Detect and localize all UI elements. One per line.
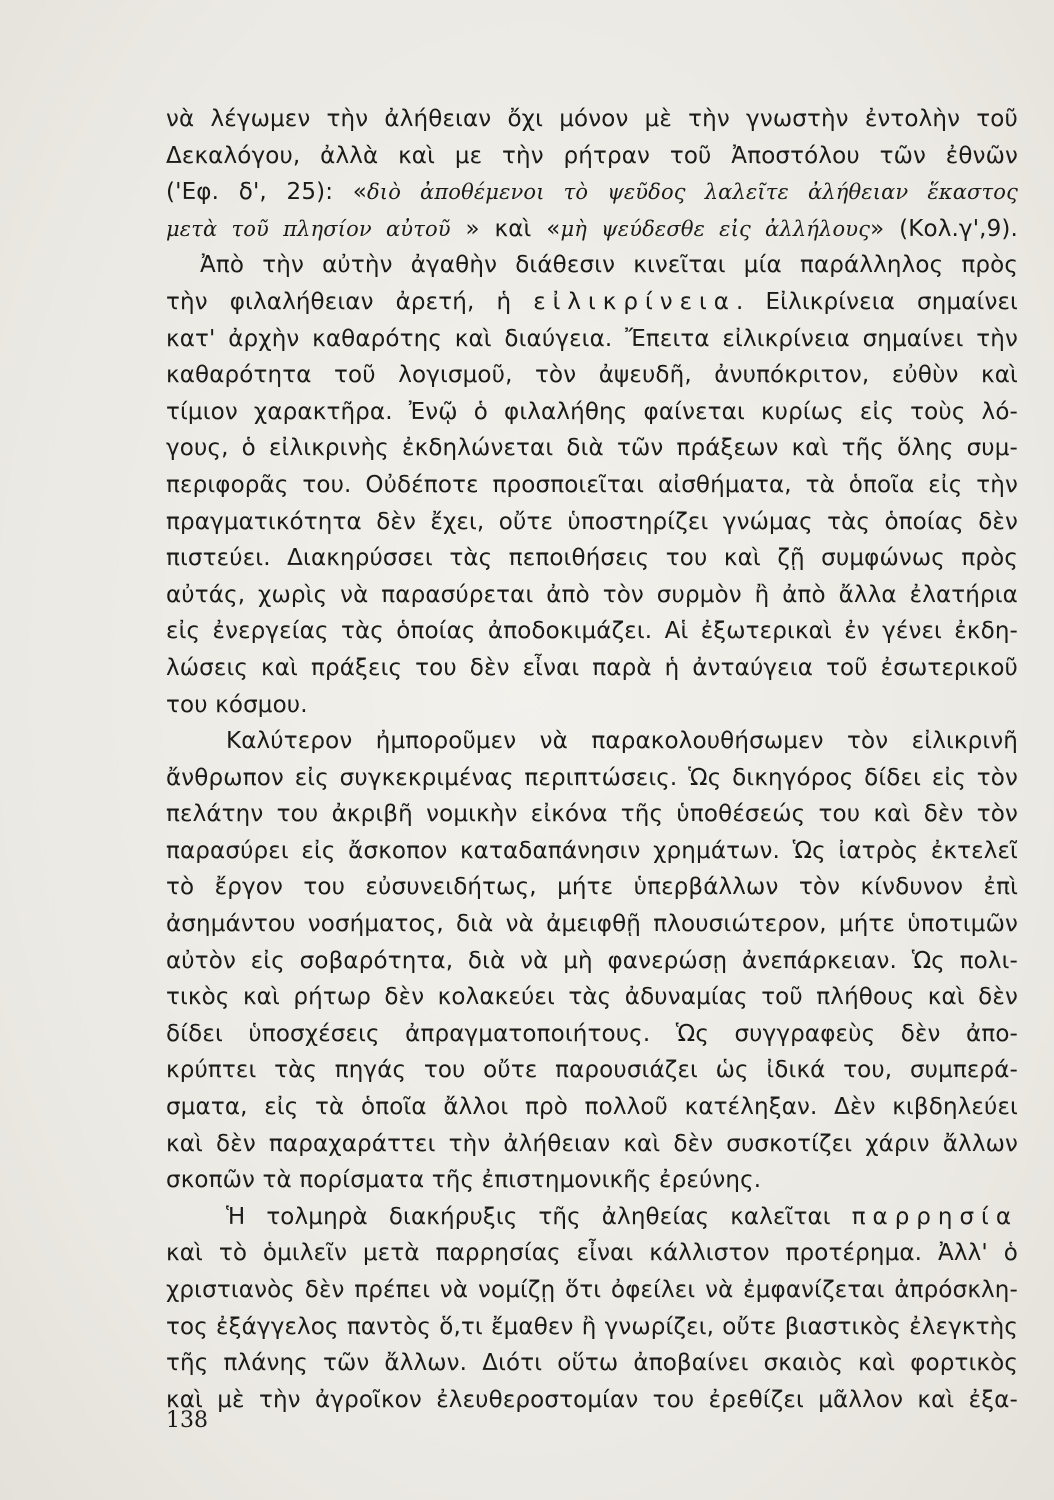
- citation-suffix: » (Κολ.γ',9).: [870, 215, 1018, 242]
- text-line: χριστιανὸς δὲν πρέπει νὰ νομίζῃ ὅτι ὀφείλει νὰ ἐμφανίζεται ἀπρόσκλη-: [166, 1277, 1018, 1303]
- quote-joiner: » καὶ «: [465, 215, 561, 242]
- quote-italic: μετὰ τοῦ πλησίον αὐτοῦ: [166, 216, 451, 241]
- text-line: εἰς ἐνεργείας τὰς ὁποίας ἀποδοκιμάζει. Αἱ ἐξωτερικαὶ ἐν γένει ἐκδη-: [166, 618, 1018, 645]
- line-tail: . Εἰλικρίνεια σημαίνει: [735, 288, 1018, 315]
- text-line: αὐτὸν εἰς σοβαρότητα, διὰ νὰ μὴ φανερώσῃ ἀνεπάρκειαν. Ὡς πολι-: [166, 947, 1018, 974]
- text-line: καὶ μὲ τὴν ἀγροῖκον ἐλευθεροστομίαν του ἐρεθίζει μᾶλλον καὶ ἐξα-: [166, 1386, 1018, 1413]
- text-line: ἄνθρωπον εἰς συγκεκριμένας περιπτώσεις. Ὡς δικηγόρος δίδει εἰς τὸν: [166, 764, 1018, 791]
- text-line: καθαρότητα τοῦ λογισμοῦ, τὸν ἀψευδῆ, ἀνυπόκριτον, εὐθὺν καὶ: [166, 362, 1018, 389]
- text-line: καὶ τὸ ὁμιλεῖν μετὰ παρρησίας εἶναι κάλλιστον προτέρημα. Ἀλλ' ὁ: [166, 1240, 1018, 1267]
- line-lead: τὴν φιλαλήθειαν ἀρετή, ἡ: [166, 288, 512, 315]
- line-lead: Ἡ τολμηρὰ διακήρυξις τῆς ἀληθείας καλεῖται: [226, 1203, 831, 1230]
- page-number: 138: [166, 1408, 208, 1433]
- text-line: δίδει ὑποσχέσεις ἀπραγματοποιήτους. Ὡς συγγραφεὺς δὲν ἀπο-: [166, 1020, 1018, 1047]
- text-line: περιφορᾶς του. Οὐδέποτε προσποιεῖται αἰσθήματα, τὰ ὁποῖα εἰς τὴν: [166, 471, 1018, 498]
- text-line: σκοπῶν τὰ πορίσματα τῆς ἐπιστημονικῆς ἐρεύνης.: [166, 1167, 762, 1194]
- text-line: [166, 211, 1018, 248]
- text-line: πιστεύει. Διακηρύσσει τὰς πεποιθήσεις του καὶ ζῇ συμφώνως πρὸς: [166, 545, 1018, 572]
- text-line: πελάτην του ἀκριβῆ νομικὴν εἰκόνα τῆς ὑποθέσεώς του καὶ δὲν τὸν: [166, 801, 1018, 828]
- text-line: κατ' ἀρχὴν καθαρότης καὶ διαύγεια. Ἔπειτα εἰλικρίνεια σημαίνει τὴν: [166, 325, 1018, 352]
- text-line: καὶ δὲν παραχαράττει τὴν ἀλήθειαν καὶ δὲν συσκοτίζει χάριν ἄλλων: [166, 1130, 1018, 1157]
- text-line: Ἀπὸ τὴν αὐτὴν ἀγαθὴν διάθεσιν κινεῖται μία παράλληλος πρὸς: [200, 252, 1018, 279]
- text-line: κρύπτει τὰς πηγάς του οὔτε παρουσιάζει ὡς ἰδικά του, συμπερά-: [166, 1057, 1018, 1084]
- quote-italic: μὴ ψεύδεσθε εἰς ἀλλήλους: [560, 216, 871, 241]
- text-line: τῆς πλάνης τῶν ἄλλων. Διότι οὕτω ἀποβαίνει σκαιὸς καὶ φορτικὸς: [166, 1350, 1018, 1377]
- quote-italic: διὸ ἀποθέμενοι τὸ ψεῦδος λαλεῖτε ἀλήθειαν ἕκαστος: [367, 180, 1018, 205]
- text-line: γους, ὁ εἰλικρινὴς ἐκδηλώνεται διὰ τῶν πράξεων καὶ τῆς ὅλης συμ-: [166, 435, 1018, 462]
- text-line: παρασύρει εἰς ἄσκοπον καταδαπάνησιν χρημάτων. Ὡς ἰατρὸς ἐκτελεῖ: [166, 837, 1018, 864]
- text-line: Δεκαλόγου, ἀλλὰ καὶ με τὴν ρήτραν τοῦ Ἀποστόλου τῶν ἐθνῶν: [166, 142, 1018, 169]
- text-line: [166, 284, 1018, 321]
- citation-prefix: ('Εφ. δ', 25): «: [166, 179, 368, 206]
- body-text: [166, 101, 1018, 1418]
- spaced-term: εἰλικρίνεια: [533, 288, 736, 315]
- spaced-term: παρρησία: [851, 1203, 1018, 1230]
- text-line: τικὸς καὶ ρήτωρ δὲν κολακεύει τὰς ἀδυναμίας τοῦ πλήθους καὶ δὲν: [166, 984, 1018, 1011]
- text-line: Καλύτερον ἠμποροῦμεν νὰ παρακολουθήσωμεν τὸν εἰλικρινῆ: [226, 728, 1018, 755]
- text-line: [166, 174, 1018, 211]
- text-line: σματα, εἰς τὰ ὁποῖα ἄλλοι πρὸ πολλοῦ κατέληξαν. Δὲν κιβδηλεύει: [166, 1094, 1018, 1121]
- text-line: του κόσμου.: [166, 691, 308, 718]
- text-line: τὸ ἔργον του εὐσυνειδήτως, μήτε ὑπερβάλλων τὸν κίνδυνον ἐπὶ: [166, 874, 1018, 901]
- text-line: τίμιον χαρακτῆρα. Ἐνῷ ὁ φιλαλήθης φαίνεται κυρίως εἰς τοὺς λό-: [166, 398, 1018, 425]
- text-line: τος ἐξάγγελος παντὸς ὅ,τι ἔμαθεν ἢ γνωρίζει, οὔτε βιαστικὸς ἐλεγκτὴς: [166, 1313, 1018, 1340]
- text-line: νὰ λέγωμεν τὴν ἀλήθειαν ὄχι μόνον μὲ τὴν γνωστὴν ἐντολὴν τοῦ: [166, 106, 1018, 132]
- text-line: ἀσημάντου νοσήματος, διὰ νὰ ἀμειφθῇ πλουσιώτερον, μήτε ὑποτιμῶν: [166, 911, 1018, 938]
- text-line: λώσεις καὶ πράξεις του δὲν εἶναι παρὰ ἡ ἀνταύγεια τοῦ ἐσωτερικοῦ: [166, 654, 1018, 681]
- text-line: αὐτάς, χωρὶς νὰ παρασύρεται ἀπὸ τὸν συρμὸν ἢ ἀπὸ ἄλλα ἐλατήρια: [166, 581, 1018, 608]
- text-line: [166, 1199, 1018, 1236]
- text-line: πραγματικότητα δὲν ἔχει, οὔτε ὑποστηρίζει γνώμας τὰς ὁποίας δὲν: [166, 508, 1018, 535]
